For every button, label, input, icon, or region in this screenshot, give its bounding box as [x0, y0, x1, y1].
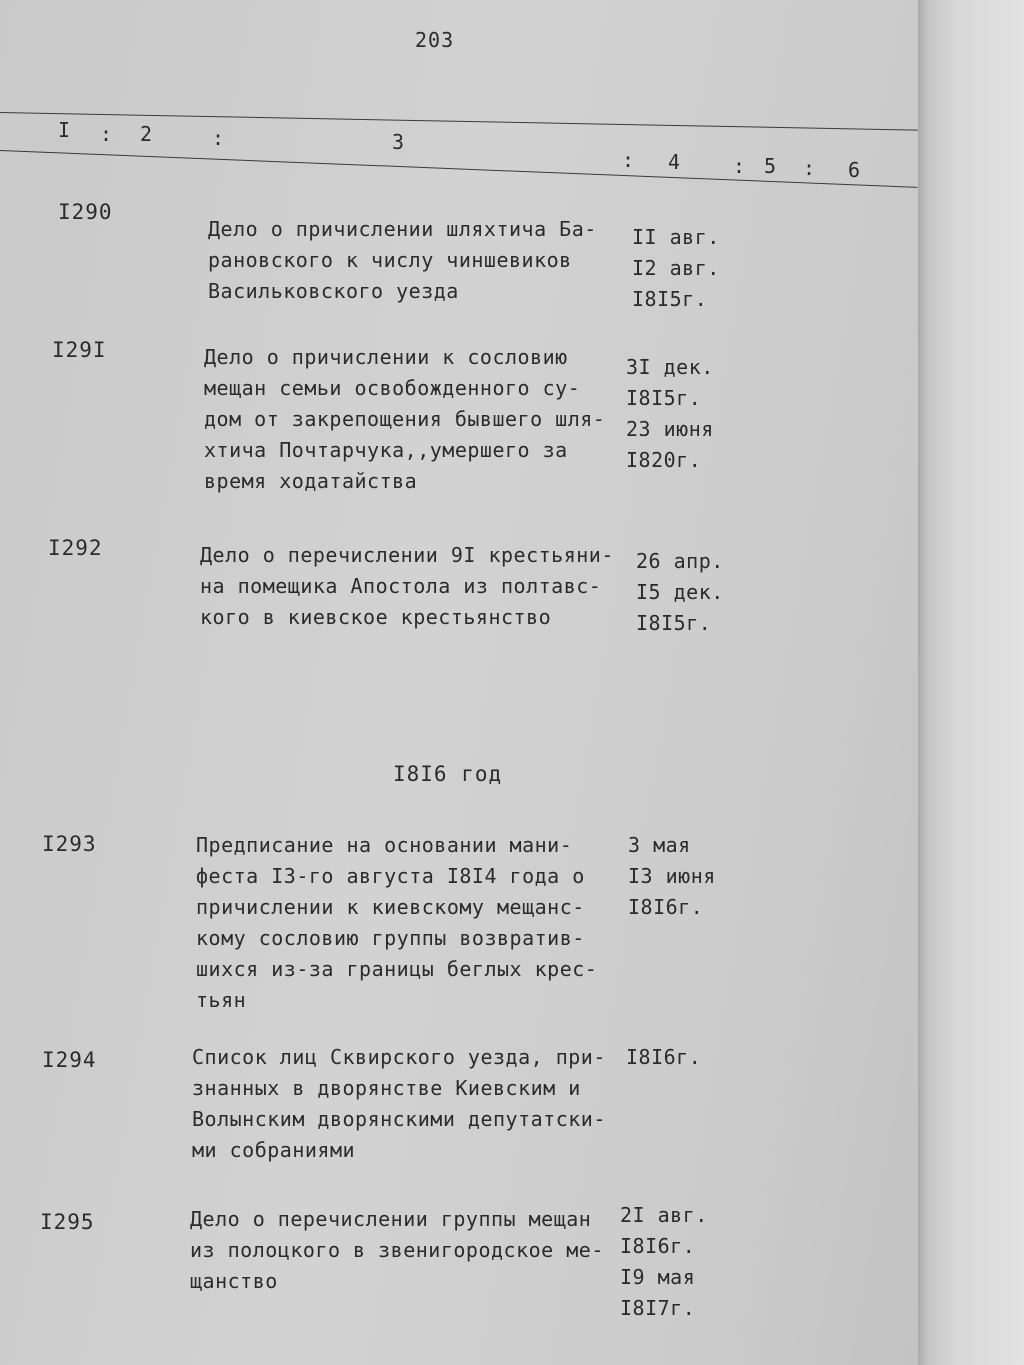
entry-dates: I8I6г. [626, 1045, 702, 1069]
column-header-6: 6 [848, 158, 861, 182]
column-header-5: 5 [764, 154, 777, 178]
column-separator-4: : [733, 154, 746, 178]
entry-dates: 2I авг. I8I6г. I9 мая I8I7г. [620, 1203, 708, 1320]
page-number: 203 [415, 28, 455, 52]
entry-dates: II авг. I2 авг. I8I5г. [632, 225, 720, 311]
column-separator-1: : [100, 122, 113, 146]
entry-description: Предписание на основании мани- феста I3-го августа I8I4 года о причислении к киевскому мещанс- кому сословию группы возвратив- шихся из-за границы беглых крес- тьян [196, 833, 598, 1012]
entry-description: Дело о перечислении 9I крестьяни- на помещика Апостола из полтавс- кого в киевское крестьянство [200, 543, 614, 629]
entry-description: Дело о причислении шляхтича Ба- рановского к числу чиншевиков Васильковского уезда [208, 217, 597, 303]
entry-dates: 26 апр. I5 дек. I8I5г. [636, 549, 724, 635]
entry-description: Список лиц Сквирского уезда, при- знанных в дворянстве Киевским и Волынским дворянскими депутатски- ми собраниями [192, 1045, 606, 1162]
entry-number: I294 [42, 1048, 97, 1072]
column-separator-5: : [803, 156, 816, 180]
column-header-1: I [58, 118, 71, 142]
entry-dates: 3 мая I3 июня I8I6г. [628, 833, 716, 919]
year-heading: I8I6 год [393, 762, 503, 786]
column-header-2: 2 [140, 122, 153, 146]
entry-number: I290 [58, 200, 113, 224]
column-separator-3: : [622, 148, 635, 172]
entry-number: I293 [42, 832, 97, 856]
table-header-bottom-rule [0, 150, 917, 188]
page-edge-shadow [918, 0, 1024, 1365]
column-separator-2: : [212, 126, 225, 150]
entry-description: Дело о причислении к сословию мещан семьи освобожденного су- дом от закрепощения бывшего шля- хтича Почтарчука,,умершего за время ходатайства [204, 345, 606, 493]
entry-number: I295 [40, 1210, 95, 1234]
entry-number: I29I [52, 338, 107, 362]
column-header-4: 4 [668, 150, 681, 174]
entry-number: I292 [48, 536, 103, 560]
column-header-3: 3 [392, 130, 405, 154]
entry-dates: 3I дек. I8I5г. 23 июня I820г. [626, 355, 714, 472]
table-header-top-rule [0, 112, 918, 131]
entry-description: Дело о перечислении группы мещан из полоцкого в звенигородское ме- щанство [190, 1207, 604, 1293]
